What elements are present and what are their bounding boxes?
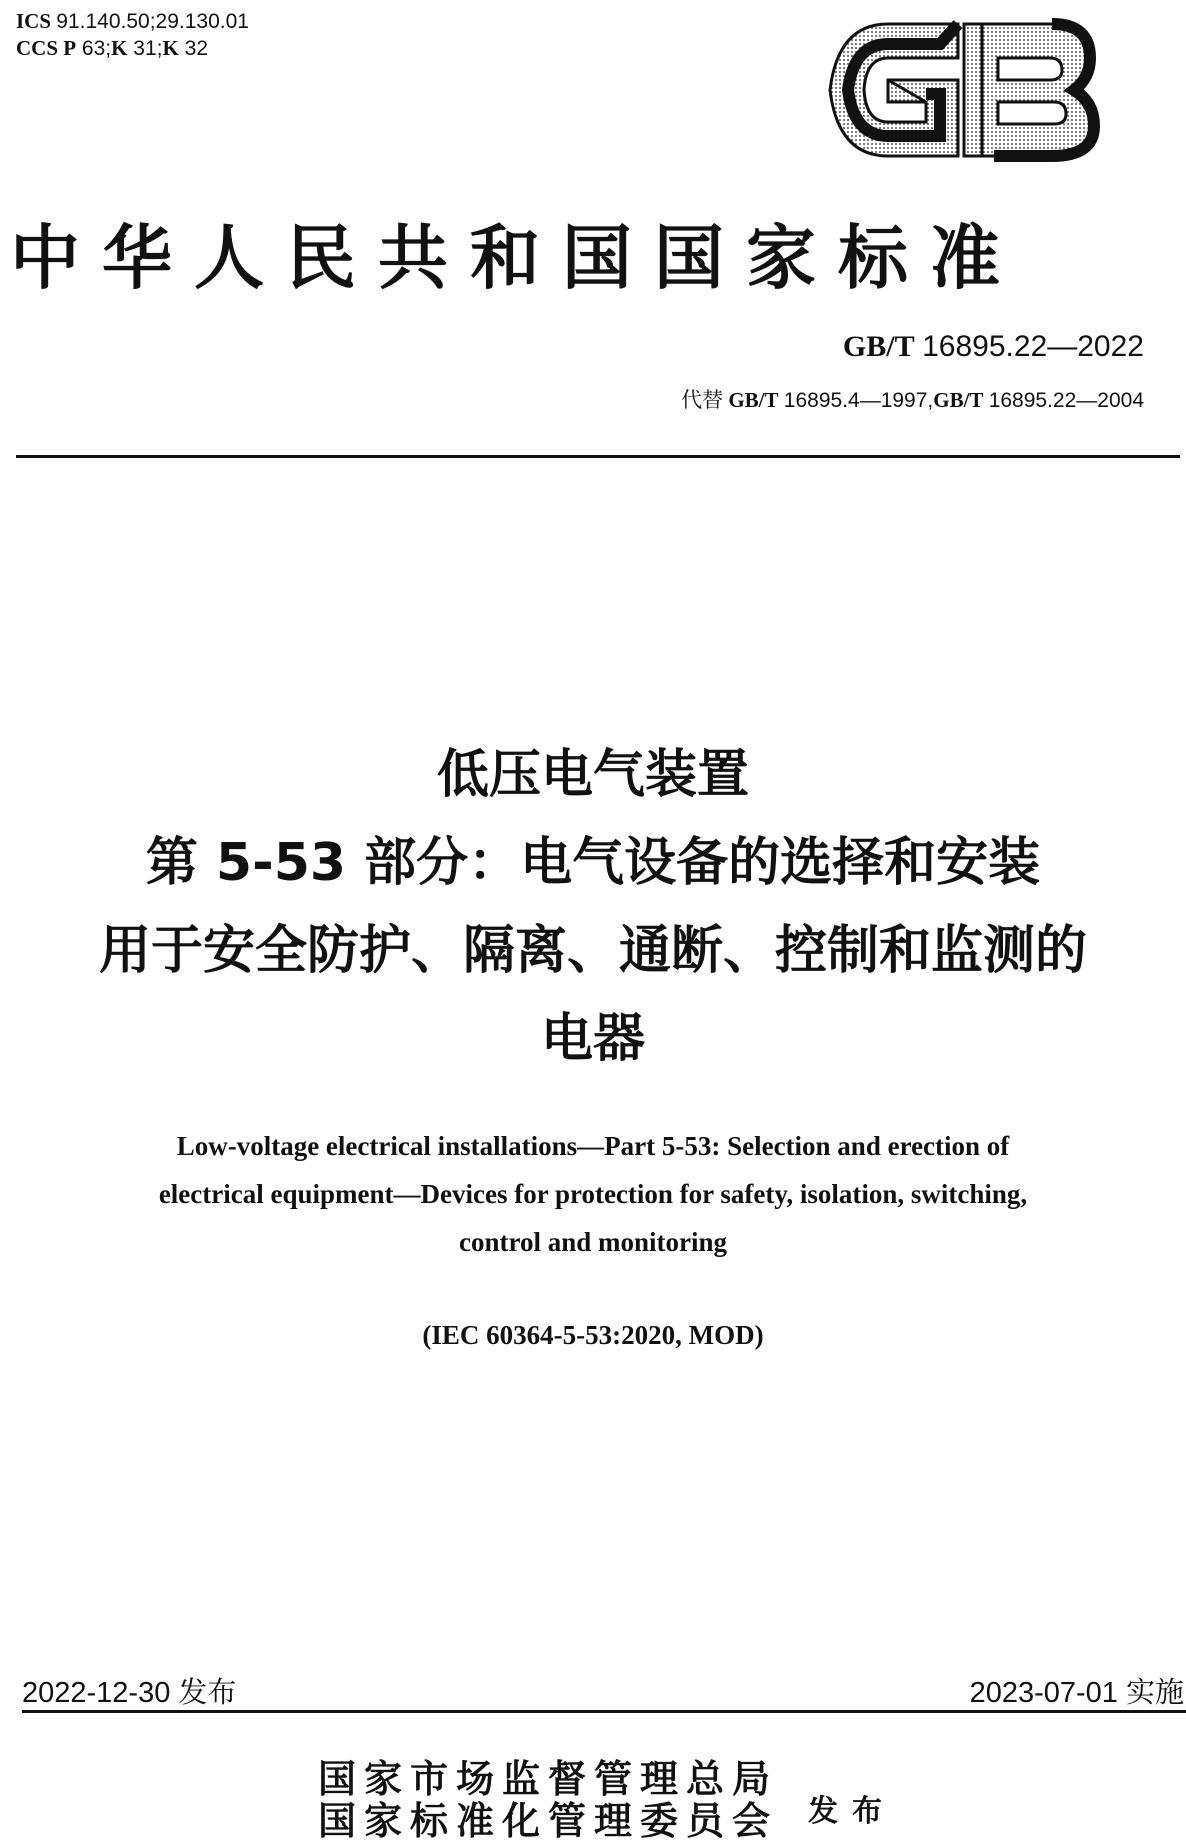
title-cn-line-3: 用于安全防护、隔离、通断、控制和监测的 (98, 921, 1087, 981)
standard-number: GB/T 16895.22—2022 (842, 330, 1144, 363)
classification-codes (16, 8, 249, 62)
national-standard-heading: 中华人民共和国国家标准 (10, 216, 1022, 299)
ics-code: ICS 91.140.50;29.130.01 (16, 9, 249, 33)
issuing-authorities (318, 1758, 778, 1842)
issuer-2: 国家标准化管理委员会 (318, 1798, 779, 1843)
issue-verb: 发布 (808, 1794, 896, 1829)
issuer-1: 国家市场监督管理总局 (318, 1756, 779, 1801)
issue-date: 2022-12-30 发布 (22, 1677, 237, 1709)
implementation-date: 2023-07-01 实施 (969, 1677, 1184, 1709)
footer-divider (22, 1710, 1186, 1713)
title-cn-line-4: 电器 (540, 1009, 645, 1069)
title-cn-line-1: 低压电气装置 (436, 745, 749, 805)
ccs-code: CCS P 63;K 31;K 32 (16, 36, 209, 60)
replaces-label: 代替 (681, 388, 724, 412)
title-cn-line-2: 第 5-53 部分：电气设备的选择和安装 (145, 833, 1041, 893)
header-divider (16, 455, 1180, 458)
adoption-note: (IEC 60364-5-53:2020, MOD) (422, 1320, 764, 1350)
title-en (0, 1122, 1186, 1266)
gb-standard-logo-icon (818, 14, 1108, 166)
title-en-line-1: Low-voltage electrical installations—Part 5-53: Selection and erection of (176, 1131, 1010, 1161)
replaces-line: 代替 GB/T 16895.4—1997,GB/T 16895.22—2004 (681, 388, 1144, 412)
title-en-line-2: electrical equipment—Devices for protection for safety, isolation, switching, (158, 1179, 1028, 1209)
title-en-line-3: control and monitoring (458, 1227, 728, 1257)
